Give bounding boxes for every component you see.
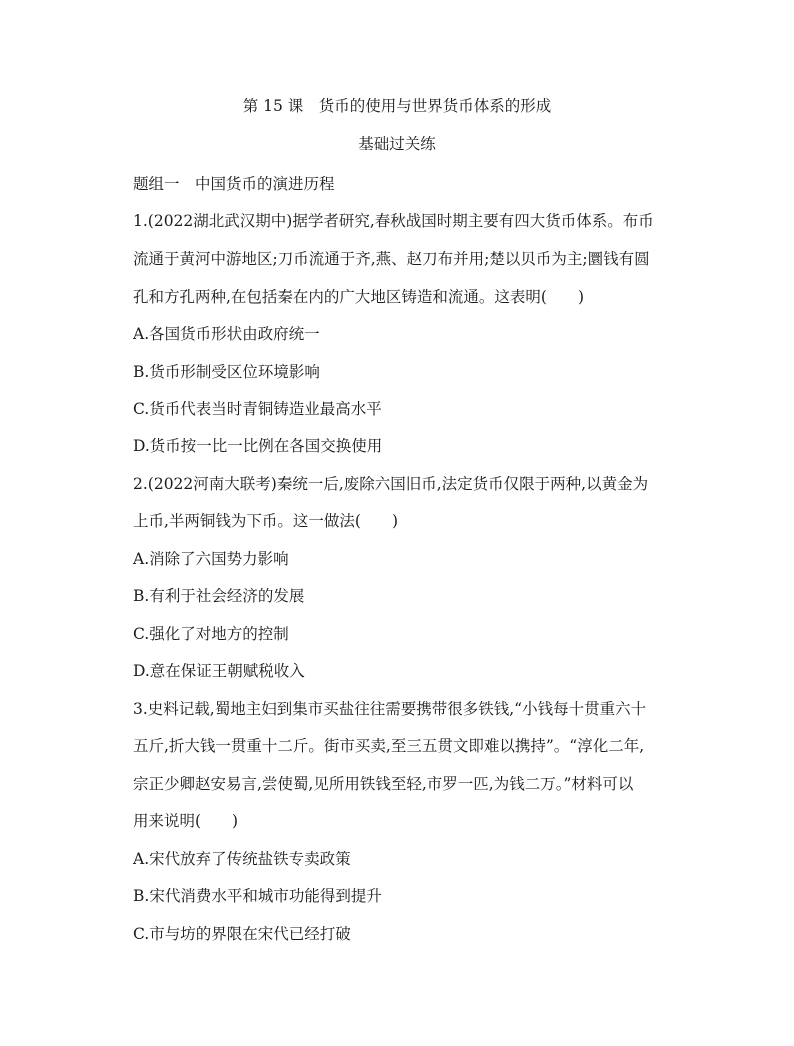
q1-option-b: B.货币形制受区位环境影响 bbox=[133, 363, 320, 381]
q2-option-c: C.强化了对地方的控制 bbox=[133, 625, 289, 643]
q3-stem-line: 五斤,折大钱一贯重十二斤。街市买卖,至三五贯文即难以携持”。“淳化二年, bbox=[133, 737, 645, 755]
exercise-subtitle: 基础过关练 bbox=[358, 135, 436, 153]
q1-stem-line: 1.(2022湖北武汉期中)据学者研究,春秋战国时期主要有四大货币体系。布币 bbox=[133, 212, 654, 230]
q1-option-c: C.货币代表当时青铜铸造业最高水平 bbox=[133, 400, 382, 418]
q3-option-c: C.市与坊的界限在宋代已经打破 bbox=[133, 925, 351, 943]
q2-stem-line: 2.(2022河南大联考)秦统一后,废除六国旧币,法定货币仅限于两种,以黄金为 bbox=[133, 475, 649, 493]
q2-option-d: D.意在保证王朝赋税收入 bbox=[133, 662, 305, 680]
q2-option-b: B.有利于社会经济的发展 bbox=[133, 587, 305, 605]
q2-option-a: A.消除了六国势力影响 bbox=[133, 550, 289, 568]
q1-stem-line: 流通于黄河中游地区;刀币流通于齐,燕、赵刀布并用;楚以贝币为主;圜钱有圆 bbox=[133, 250, 650, 268]
q1-option-a: A.各国货币形状由政府统一 bbox=[133, 325, 320, 343]
q3-option-a: A.宋代放弃了传统盐铁专卖政策 bbox=[133, 850, 351, 868]
lesson-title: 第 15 课 货币的使用与世界货币体系的形成 bbox=[242, 97, 552, 115]
q1-option-d: D.货币按一比一比例在各国交换使用 bbox=[133, 437, 383, 455]
q3-stem-line: 用来说明( ) bbox=[133, 812, 239, 830]
section-heading: 题组一 中国货币的演进历程 bbox=[133, 175, 335, 193]
q3-stem-line: 3.史料记载,蜀地主妇到集市买盐往往需要携带很多铁钱,“小钱每十贯重六十 bbox=[133, 700, 647, 718]
q3-option-b: B.宋代消费水平和城市功能得到提升 bbox=[133, 887, 382, 905]
q3-stem-line: 宗正少卿赵安易言,尝使蜀,见所用铁钱至轻,市罗一匹,为钱二万。”材料可以 bbox=[133, 775, 634, 793]
q1-stem-line: 孔和方孔两种,在包括秦在内的广大地区铸造和流通。这表明( ) bbox=[133, 288, 585, 306]
q2-stem-line: 上币,半两铜钱为下币。这一做法( ) bbox=[133, 512, 399, 530]
